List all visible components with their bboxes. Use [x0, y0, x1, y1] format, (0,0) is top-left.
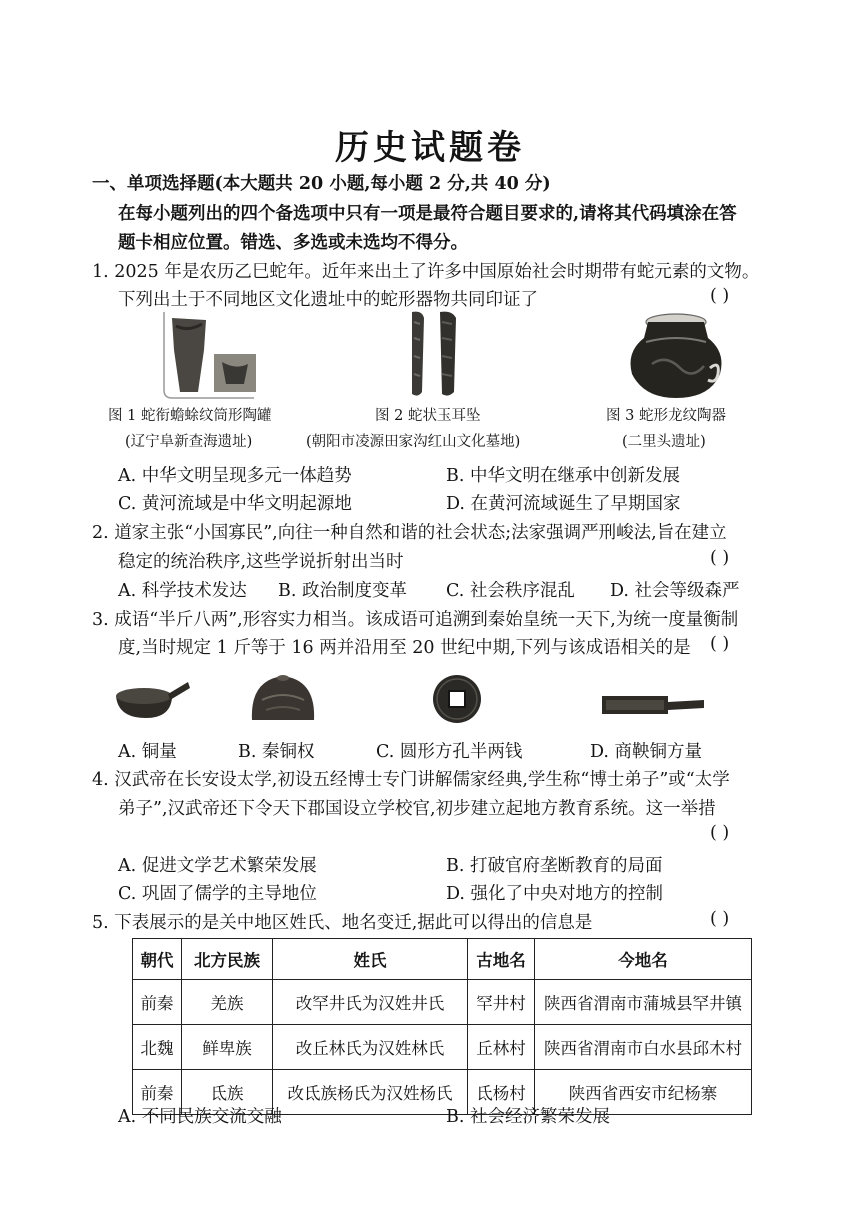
q3-option-a[interactable]: A. 铜量 [118, 742, 177, 762]
table-cell: 羌族 [182, 980, 273, 1025]
table-header-cell: 北方民族 [182, 939, 273, 980]
q4-option-b[interactable]: B. 打破官府垄断教育的局面 [446, 856, 663, 876]
q4-answer-paren: ( ) [710, 823, 730, 843]
banliang-coin-image [430, 672, 484, 726]
q4-stem-line-1: 4. 汉武帝在长安设太学,初设五经博士专门讲解儒家经典,学生称“博士弟子”或“太学 [92, 770, 730, 790]
q2-option-d[interactable]: D. 社会等级森严 [610, 581, 740, 601]
q5-answer-paren: ( ) [710, 909, 730, 929]
q3-option-d[interactable]: D. 商鞅铜方量 [590, 742, 703, 762]
table-cell: 鲜卑族 [182, 1025, 273, 1070]
instructions-line-2: 题卡相应位置。错选、多选或未选均不得分。 [118, 233, 468, 253]
table-cell: 改罕井氏为汉姓井氏 [273, 980, 468, 1025]
q3-answer-paren: ( ) [710, 634, 730, 654]
table-header-cell: 朝代 [133, 939, 182, 980]
q1-option-c[interactable]: C. 黄河流域是中华文明起源地 [118, 494, 352, 514]
shang-yang-square-measure-image [598, 684, 708, 724]
table-cell: 陕西省西安市纪杨寨 [535, 1070, 752, 1115]
page-title: 历史试题卷 [335, 128, 525, 168]
q2-answer-paren: ( ) [710, 548, 730, 568]
q2-stem-line-1: 2. 道家主张“小国寡民”,向往一种自然和谐的社会状态;法家强调严刑峻法,旨在建立 [92, 523, 727, 543]
q2-option-b[interactable]: B. 政治制度变革 [278, 581, 407, 601]
table-cell: 氐族 [182, 1070, 273, 1115]
q2-option-c[interactable]: C. 社会秩序混乱 [446, 581, 575, 601]
figure-2-site: (朝阳市凌源田家沟红山文化墓地) [306, 434, 521, 450]
q5-stem: 5. 下表展示的是关中地区姓氏、地名变迁,据此可以得出的信息是 [92, 913, 593, 933]
figure-3-site: (二里头遗址) [622, 434, 706, 450]
figure-1-caption: 图 1 蛇衔蟾蜍纹筒形陶罐 [108, 408, 272, 424]
bronze-measure-image [112, 674, 192, 724]
q3-option-b[interactable]: B. 秦铜权 [238, 742, 315, 762]
surname-place-name-table [132, 938, 752, 1115]
table-header-cell: 姓氏 [273, 939, 468, 980]
table-header-cell: 今地名 [535, 939, 752, 980]
table-cell: 改氐族杨氏为汉姓杨氏 [273, 1070, 468, 1115]
q5-option-a[interactable]: A. 不同民族交流交融 [118, 1107, 282, 1127]
table-cell: 北魏 [133, 1025, 182, 1070]
q3-option-c[interactable]: C. 圆形方孔半两钱 [376, 742, 523, 762]
q3-stem-line-1: 3. 成语“半斤八两”,形容实力相当。该成语可追溯到秦始皇统一天下,为统一度量衡制 [92, 610, 739, 630]
q5-option-b[interactable]: B. 社会经济繁荣发展 [446, 1107, 610, 1127]
q4-stem-line-2: 弟子”,汉武帝还下令天下郡国设立学校官,初步建立起地方教育系统。这一举措 [118, 799, 716, 819]
q4-option-c[interactable]: C. 巩固了儒学的主导地位 [118, 884, 317, 904]
table-header-row [133, 939, 752, 980]
figure-3-caption: 图 3 蛇形龙纹陶器 [606, 408, 726, 424]
table-cell: 氐杨村 [468, 1070, 535, 1115]
q4-option-a[interactable]: A. 促进文学艺术繁荣发展 [118, 856, 317, 876]
figure-3-pottery-image [622, 308, 732, 402]
q1-option-d[interactable]: D. 在黄河流域诞生了早期国家 [446, 494, 681, 514]
table-cell: 罕井村 [468, 980, 535, 1025]
instructions-line-1: 在每小题列出的四个备选项中只有一项是最符合题目要求的,请将其代码填涂在答 [118, 204, 737, 224]
q1-answer-paren: ( ) [710, 286, 730, 306]
q3-stem-line-2: 度,当时规定 1 斤等于 16 两并沿用至 20 世纪中期,下列与该成语相关的是 [118, 638, 691, 658]
qin-bronze-weight-image [248, 670, 318, 726]
table-cell: 丘林村 [468, 1025, 535, 1070]
q4-option-d[interactable]: D. 强化了中央对地方的控制 [446, 884, 664, 904]
table-cell: 前秦 [133, 980, 182, 1025]
table-header-cell: 古地名 [468, 939, 535, 980]
q1-option-b[interactable]: B. 中华文明在继承中创新发展 [446, 466, 680, 486]
figure-1-jar-image [158, 310, 268, 402]
q1-stem-line-2: 下列出土于不同地区文化遗址中的蛇形器物共同印证了 [118, 290, 538, 310]
q2-stem-line-2: 稳定的统治秩序,这些学说折射出当时 [118, 552, 404, 572]
q1-option-a[interactable]: A. 中华文明呈现多元一体趋势 [118, 466, 352, 486]
table-cell: 陕西省渭南市白水县邱木村 [535, 1025, 752, 1070]
q1-stem-line-1: 1. 2025 年是农历乙巳蛇年。近年来出土了许多中国原始社会时期带有蛇元素的文物。 [92, 262, 760, 282]
table-row [133, 1025, 752, 1070]
figure-1-site: (辽宁阜新查海遗址) [125, 434, 253, 450]
table-cell: 前秦 [133, 1070, 182, 1115]
table-cell: 陕西省渭南市蒲城县罕井镇 [535, 980, 752, 1025]
table-row [133, 980, 752, 1025]
section-heading: 一、单项选择题(本大题共 20 小题,每小题 2 分,共 40 分) [92, 174, 551, 194]
figure-2-caption: 图 2 蛇状玉耳坠 [375, 408, 481, 424]
table-cell: 改丘林氏为汉姓林氏 [273, 1025, 468, 1070]
q2-option-a[interactable]: A. 科学技术发达 [118, 581, 247, 601]
figure-2-jade-pendant-image [400, 308, 480, 400]
